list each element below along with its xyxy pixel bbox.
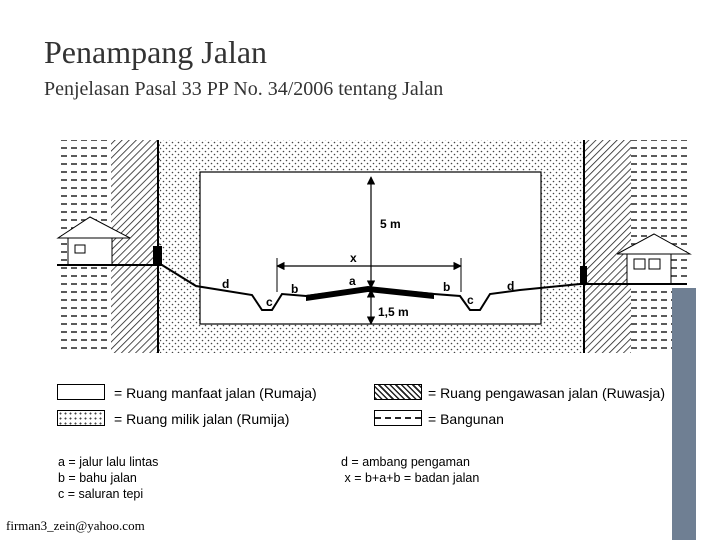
label-a: a — [349, 274, 356, 288]
height-label: 5 m — [380, 217, 401, 231]
legend-swatch-ruwasja — [374, 384, 422, 400]
ruwasja-right — [583, 140, 631, 353]
legend-label-ruwasja: = Ruang pengawasan jalan (Ruwasja) — [428, 385, 665, 401]
note-x: x = b+a+b = badan jalan — [341, 471, 480, 485]
depth-label: 1,5 m — [378, 305, 409, 319]
label-c-left: c — [266, 295, 273, 309]
label-b-left: b — [291, 282, 299, 296]
width-label: x — [350, 251, 357, 265]
legend-label-rumaja: = Ruang manfaat jalan (Rumaja) — [114, 385, 317, 401]
legend-swatch-rumija — [57, 410, 105, 426]
note-c: c = saluran tepi — [58, 487, 144, 501]
ruwasja-left — [111, 140, 160, 353]
legend-swatch-rumaja — [57, 384, 105, 400]
legend-swatch-bangunan — [374, 410, 422, 426]
legend-label-bangunan: = Bangunan — [428, 411, 504, 427]
label-d-right: d — [507, 279, 515, 293]
decorative-side-bar-inner — [696, 288, 720, 540]
note-d: d = ambang pengaman — [341, 455, 470, 469]
label-c-right: c — [467, 293, 474, 307]
label-b-right: b — [443, 280, 451, 294]
note-b: b = bahu jalan — [58, 471, 137, 485]
page-title: Penampang Jalan — [44, 34, 268, 70]
legend-label-rumija: = Ruang milik jalan (Rumija) — [114, 411, 290, 427]
note-a: a = jalur lalu lintas — [58, 455, 159, 469]
label-d-left: d — [222, 277, 230, 291]
footer-email: firman3_zein@yahoo.com — [6, 518, 145, 533]
page-subtitle: Penjelasan Pasal 33 PP No. 34/2006 tentang Jalan — [44, 78, 444, 100]
